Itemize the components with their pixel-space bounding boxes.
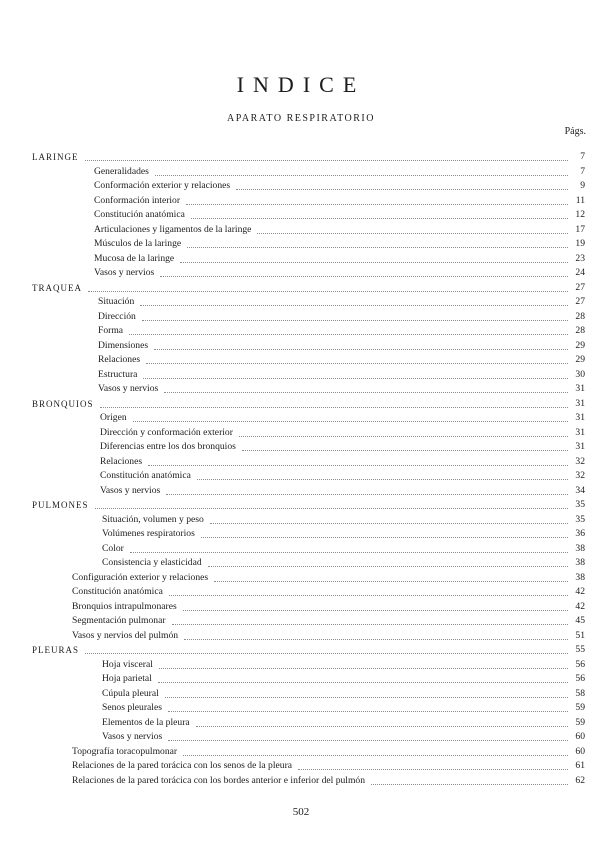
toc-entry [0, 513, 602, 527]
toc-entry-page: 59 [575, 716, 585, 728]
toc-entry-label: Relaciones de la pared torácica con los senos de la pleura [72, 760, 293, 771]
toc-entry-page: 56 [575, 658, 585, 670]
toc-entry-page: 61 [575, 760, 585, 771]
toc-entry-page: 7 [580, 151, 585, 162]
toc-leader-dots [371, 783, 568, 785]
toc-leader-dots [239, 435, 568, 437]
toc-entry-page: 28 [575, 325, 585, 336]
toc-entry [0, 687, 602, 701]
toc-entry [0, 701, 602, 715]
toc-entry-page: 42 [575, 586, 585, 597]
toc-entry-label: Vasos y nervios [94, 267, 155, 278]
toc-leader-dots [183, 609, 568, 611]
toc-entry-label: Mucosa de la laringe [94, 252, 175, 264]
toc-entry-page: 11 [575, 194, 585, 206]
toc-leader-dots [85, 159, 569, 161]
toc-entry-page: 31 [575, 383, 585, 394]
toc-entry [0, 585, 602, 599]
toc-entry-page: 24 [575, 267, 585, 278]
toc-entry [0, 600, 602, 614]
toc-entry-page: 56 [575, 673, 585, 684]
page-number: 502 [292, 806, 310, 818]
toc-leader-dots [129, 333, 568, 335]
toc-entry-page: 36 [575, 528, 585, 539]
toc-entry [0, 368, 602, 382]
toc-leader-dots [155, 174, 568, 176]
toc-leader-dots [164, 391, 568, 393]
toc-entry-page: 28 [575, 310, 585, 322]
toc-leader-dots [242, 449, 568, 451]
toc-leader-dots [214, 580, 568, 582]
pages-column-header: Págs. [564, 126, 586, 137]
toc-leader-dots [184, 638, 568, 640]
toc-entry-label: Relaciones de la pared torácica con los bordes anterior e inferior del pulmón [72, 774, 366, 786]
toc-leader-dots [100, 406, 568, 408]
toc-entry-page: 45 [575, 615, 585, 626]
toc-entry [0, 614, 602, 628]
toc-entry-label: Vasos y nervios [100, 484, 161, 496]
toc-entry [0, 629, 602, 643]
toc-entry-label: Elementos de la pleura [102, 716, 190, 728]
toc-entry [0, 745, 602, 759]
toc-entry [0, 426, 602, 440]
toc-entry-label: Músculos de la laringe [94, 238, 182, 249]
toc-entry-label: Conformación exterior y relaciones [94, 180, 231, 191]
toc-entry-page: 35 [575, 513, 585, 525]
toc-leader-dots [187, 246, 568, 248]
toc-entry-label: Articulaciones y ligamentos de la laringe [94, 223, 252, 235]
toc-entry-label: Situación, volumen y peso [102, 513, 204, 525]
toc-leader-dots [85, 652, 568, 654]
toc-entry-label: PULMONES [32, 500, 89, 510]
toc-leader-dots [183, 754, 568, 756]
toc-leader-dots [88, 290, 568, 292]
toc-leader-dots [160, 275, 568, 277]
toc-entry-label: Vasos y nervios [98, 383, 159, 394]
toc-entry-label: LARINGE [32, 152, 79, 162]
toc-entry-page: 7 [580, 165, 585, 177]
toc-entry-page: 60 [575, 731, 585, 742]
toc-entry-page: 55 [575, 644, 585, 655]
toc-leader-dots [140, 304, 568, 306]
toc-entry-label: Dirección [98, 310, 136, 322]
toc-entry [0, 672, 602, 686]
toc-entry-page: 62 [575, 774, 585, 786]
toc-leader-dots [143, 377, 568, 379]
toc-entry [0, 339, 602, 353]
toc-entry [0, 542, 602, 556]
toc-leader-dots [197, 478, 568, 480]
toc-entry [0, 498, 602, 512]
section-subtitle: APARATO RESPIRATORIO [227, 113, 375, 124]
toc-entry [0, 397, 602, 411]
toc-entry [0, 730, 602, 744]
toc-leader-dots [146, 362, 568, 364]
toc-entry [0, 208, 602, 222]
toc-entry [0, 571, 602, 585]
toc-entry [0, 759, 602, 773]
toc-entry-label: Constitución anatómica [72, 586, 163, 597]
toc-entry-label: Senos pleurales [102, 702, 162, 713]
toc-leader-dots [191, 217, 568, 219]
toc-entry [0, 252, 602, 266]
toc-entry-page: 30 [575, 368, 585, 380]
toc-entry-label: Dirección y conformación exterior [100, 426, 233, 438]
toc-leader-dots [168, 739, 568, 741]
toc-leader-dots [165, 696, 568, 698]
toc-entry-page: 31 [575, 397, 585, 409]
toc-entry [0, 295, 602, 309]
toc-entry-label: Origen [100, 412, 127, 423]
toc-entry-page: 9 [580, 180, 585, 191]
toc-entry [0, 150, 602, 164]
toc-leader-dots [133, 420, 568, 422]
toc-entry-page: 17 [575, 223, 585, 235]
toc-entry-label: Dimensiones [98, 339, 149, 351]
toc-entry-label: Generalidades [94, 165, 149, 177]
toc-entry-label: Vasos y nervios del pulmón [72, 629, 179, 641]
toc-leader-dots [172, 623, 568, 625]
toc-entry-label: Cúpula pleural [102, 687, 159, 699]
toc-leader-dots [186, 203, 568, 205]
toc-entry-label: Segmentación pulmonar [72, 615, 166, 626]
toc-entry-label: Configuración exterior y relaciones [72, 571, 209, 583]
toc-entry-label: Relaciones [100, 455, 143, 467]
toc-entry [0, 455, 602, 469]
toc-entry-label: PLEURAS [32, 645, 80, 655]
index-title: INDICE [236, 72, 366, 97]
toc-entry-page: 51 [575, 629, 585, 641]
toc-entry-page: 12 [575, 209, 585, 220]
toc-entry-page: 42 [575, 600, 585, 612]
toc-entry-page: 35 [575, 499, 585, 510]
toc-entry-label: Consistencia y elasticidad [102, 557, 202, 568]
toc-leader-dots [201, 536, 568, 538]
toc-entry-page: 31 [575, 441, 585, 452]
toc-entry [0, 484, 602, 498]
toc-entry-page: 29 [575, 339, 585, 351]
toc-entry-label: Relaciones [98, 354, 141, 365]
toc-leader-dots [95, 507, 568, 509]
toc-leader-dots [180, 261, 568, 263]
toc-entry-page: 34 [575, 484, 585, 496]
toc-entry-label: Diferencias entre los dos bronquios [100, 441, 236, 452]
toc-leader-dots [168, 710, 568, 712]
toc-entry [0, 527, 602, 541]
toc-leader-dots [298, 768, 568, 770]
toc-entry-page: 38 [575, 571, 585, 583]
toc-leader-dots [148, 464, 568, 466]
toc-leader-dots [257, 232, 568, 234]
toc-entry-page: 31 [575, 426, 585, 438]
toc-entry [0, 223, 602, 237]
toc-entry-label: Situación [98, 296, 135, 307]
toc-leader-dots [196, 725, 568, 727]
toc-entry-label: Forma [98, 325, 124, 336]
toc-leader-dots [154, 348, 568, 350]
toc-entry [0, 281, 602, 295]
toc-entry-label: Estructura [98, 368, 138, 380]
toc-entry-page: 32 [575, 455, 585, 467]
toc-entry [0, 237, 602, 251]
toc-entry-label: Topografía toracopulmonar [72, 745, 178, 757]
toc-entry-page: 27 [575, 296, 585, 307]
toc-entry [0, 353, 602, 367]
toc-leader-dots [142, 319, 568, 321]
toc-entry [0, 382, 602, 396]
toc-entry [0, 179, 602, 193]
toc-entry-label: Hoja parietal [102, 673, 152, 684]
toc-entry [0, 324, 602, 338]
toc-entry-page: 23 [575, 252, 585, 264]
toc-entry-page: 19 [575, 238, 585, 249]
toc-entry [0, 774, 602, 788]
toc-entry [0, 469, 602, 483]
toc-entry-label: Conformación interior [94, 194, 181, 206]
toc-leader-dots [158, 681, 568, 683]
toc-entry [0, 556, 602, 570]
toc-entry-label: Constitución anatómica [100, 470, 191, 481]
toc-leader-dots [130, 551, 568, 553]
toc-entry-page: 32 [575, 470, 585, 481]
toc-entry [0, 411, 602, 425]
toc-leader-dots [208, 565, 568, 567]
toc-entry [0, 643, 602, 657]
toc-entry [0, 310, 602, 324]
toc-leader-dots [166, 493, 568, 495]
toc-leader-dots [236, 188, 568, 190]
toc-entry [0, 266, 602, 280]
toc-entry-label: BRONQUIOS [32, 398, 94, 409]
toc-entry-label: Vasos y nervios [102, 731, 163, 742]
toc-entry-page: 38 [575, 542, 585, 554]
toc-leader-dots [169, 594, 568, 596]
toc-entry-page: 38 [575, 557, 585, 568]
toc-entry-page: 59 [575, 702, 585, 713]
toc-entry [0, 165, 602, 179]
toc-entry [0, 658, 602, 672]
toc-entry-page: 60 [575, 745, 585, 757]
toc-leader-dots [159, 667, 568, 669]
toc-entry [0, 716, 602, 730]
toc-entry-page: 27 [575, 281, 585, 293]
toc-entry-label: Color [102, 542, 124, 554]
toc-entry-label: Bronquios intrapulmonares [72, 600, 177, 612]
toc-entry-label: Hoja visceral [102, 658, 153, 670]
toc-entry-page: 31 [575, 412, 585, 423]
toc-entry-page: 58 [575, 687, 585, 699]
toc-entry-label: Constitución anatómica [94, 209, 185, 220]
toc-entry-label: TRAQUEA [32, 282, 82, 293]
toc-leader-dots [210, 522, 568, 524]
toc-entry [0, 440, 602, 454]
toc-entry-page: 29 [575, 354, 585, 365]
toc-entry-label: Volúmenes respiratorios [102, 528, 195, 539]
toc-entry [0, 194, 602, 208]
